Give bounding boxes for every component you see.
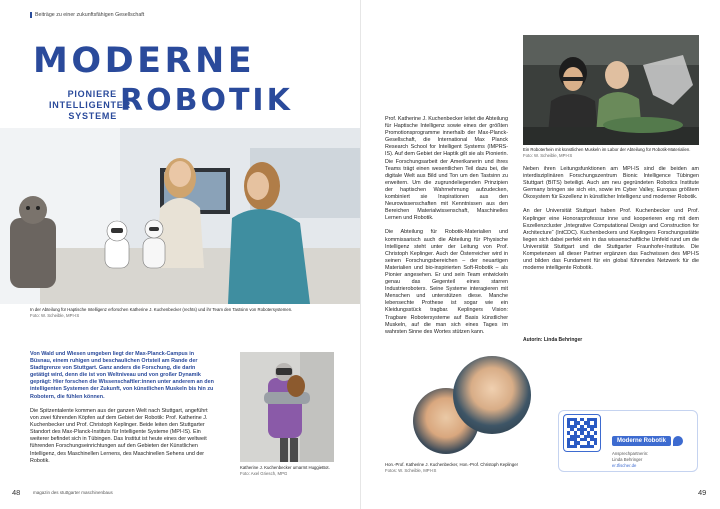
huggiebot-photo [240,352,334,462]
lab-caption-text: Ein Roboterhein mit künstlichen Muskeln im Labor der Abteilung für Robotik-Materialien. [523,147,691,152]
running-head-marker [30,12,32,18]
running-head [30,12,144,18]
page-number-right: 49 [698,488,707,497]
lead-paragraph: Von Wald und Wiesen umgeben liegt der Max-Planck-Campus in Büsnau, einem ruhigen und beschaulichen Ortsteil am Rande der Stadtgrenze von Stuttgart. Ganz anders die Forschung, die darin getätigt wird, denn die ist von Weltniveau und von großer Dynamik geprägt: Hier forschen die Wissenschaftler:innen unter anderem an den intelligenten Systemen der Zukunft, von künstlichen Muskeln bis hin zu Robotern, die fühlen können. [30,351,214,400]
portraits-caption-text: Hon.-Prof. Katherine J. Kuchenbecker, Hon.-Prof. Christoph Keplinger [385,462,519,467]
body-column-2 [523,166,699,272]
body-paragraph: An der Universität Stuttgart haben Prof. Kuchenbecker und Prof. Keplinger eine Honorarprofessur inne und kooperieren eng mit dem Exzellenzcluster „Integrative Computational Design and Construction for Architecture“ (IntCDC). Kuchenbeckers und Keplingers Forschungsstätte liegen sich dabei perfekt ein in das wissenschaftliche Umfeld rund um die Universität Stuttgart und die Stuttgarter Fraunhofer-Institute. Die Kompetenzen all dieser Partner ergänzen das Fachwissen des MPI-IS und bilden das Fundament für ein global führendes Netzwerk für die moderne intelligente Robotik. [523,208,699,272]
magazine-name: magazin des stuttgarter maschinenbaus [33,490,113,495]
body-column-1 [385,116,508,336]
qr-code-pattern [567,418,597,448]
subhead-line: SYSTEME [68,111,117,121]
body-paragraph: Die Abteilung für Robotik-Materialien und kommissarisch auch die Abteilung für Physische Intelligenz steht unter der Leitung von Prof. Christoph Keplinger. Auch der Österreicher wird in seinen Forschungsbereichen – der neuartigen Materialien und bio-inspirierten Soft-Robotik – als Pionier angesehen. Er und sein Team entwickeln genau das Gegenteil eines starren Industrieroboters. Seine Systeme interagieren mit Menschen und unterstützen diese. Manche lebensechte Prothese ist sogar wie ein Kleidungsstück tragbar. Keplingers Vision: Tragbare Robotersysteme auf Basis künstlicher Muskeln, auf die man sich eines Tages im wahrsten Sinne des Wortes stützen kann. [385,229,508,335]
contact-label: Ansprechpartnerin: [612,451,649,456]
portrait-keplinger [453,356,531,434]
huggiebot-caption-text: Katherine J. Kuchenbecker umarmt HuggieBot. [240,465,330,470]
page-number-left: 48 [12,488,21,497]
body-paragraph: Prof. Katherine J. Kuchenbecker leitet die Abteilung für Haptische Intelligenz sowie eines der größten Promotionsprogramme innerhalb der Max-Planck-Gesellschaft, die International Max Planck Research School for Intelligent Systems (IMPRS-IS). Auf dem Gebiet der Haptik gilt sie als Pionierin. Die Forschungsarbeit der Amerikanerin und ihres Teams trägt einen wesentlichen Teil dazu bei, die digitale Welt aus Bild und Ton um den Tastsinn zu erweitern. Um die zugrundeliegenden Prinzipien der haptischen Wahrnehmung aufzudecken, kombiniert sie Inspirationen aus den Neurowissenschaften mit Kenntnissen aus den Bereichen Materialwissenschaft, Maschinelles Lernen und Robotik. [385,116,508,222]
speech-bubble-icon [673,436,683,446]
huggiebot-illustration [240,352,334,462]
portraits-caption [385,462,545,474]
body-paragraph: Neben ihren Leitungsfunktionen am MPI-IS sind die beiden am interdisziplinären Forschungszentrum Bionic Intelligence Tübingen Stuttgart (BITS) beteiligt. Auch am neu gegründeten Robotics Institute Germany bringen sie sich ein, sowie im Cyber Valley, Europas größtem Ökosystem für Exzellenz in künstlicher Intelligenz und moderner Robotik. [523,166,699,201]
hero-photo-illustration [0,128,360,304]
lab-photo-illustration [523,35,699,145]
running-head-text: Beiträge zu einer zukunftsfähigen Gesellschaft [35,12,145,18]
portraits-credit: Fotos: W. Scheible, MPI-IS [385,468,437,473]
qr-code[interactable] [563,414,601,452]
lab-photo [523,35,699,145]
hero-credit: Foto: W. Scheible, MPI-IS [30,313,80,318]
headline-moderne: MODERNE [33,41,256,81]
hero-photo [0,128,360,304]
author-credit: Autorin: Linda Behringer [523,337,583,343]
lab-credit: Foto: W. Scheible, MPI-IS [523,153,573,158]
contact-info [612,451,648,469]
contact-link[interactable]: er.tfischer.de [612,463,637,468]
subhead [49,89,131,122]
body-paragraph-left: Die Spitzentalente kommen aus der ganzen Welt nach Stuttgart, angeführt von zwei führenden Köpfen auf dem Gebiet der Robotik: Prof. Katherine J. Kuchenbecker und Prof. Christoph Keplinger. Beide leiten den Stuttgarter Standort des Max-Planck-Instituts für Intelligente Systeme (MPI-IS). Ein weiterer befindet sich in Tübingen. Das Institut ist heute eines der weltweit führenden Forschungseinrichtungen auf den Gebieten der Künstlichen Intelligenz, des Maschinellen Lernens, des Maschinellen Sehens und der Robotik. [30,408,208,464]
subhead-line: INTELLIGENTER [49,100,131,110]
hero-caption [30,307,350,319]
subhead-line: PIONIERE [67,89,117,99]
lab-caption [523,147,699,159]
contact-name: Linda Behringer [612,457,643,462]
huggiebot-caption [240,465,350,477]
huggiebot-credit: Foto: Axel Griesch, MPG [240,471,288,476]
moderne-robotik-badge[interactable]: Moderne Robotik [612,436,671,446]
hero-caption-text: In der Abteilung für Haptische Intelligenz erforschen Katherine J. Kuchenbecker (rechts) und ihr Team den Tastsinn von Robotersystemen. [30,307,293,312]
headline-robotik: ROBOTIK [120,83,293,118]
